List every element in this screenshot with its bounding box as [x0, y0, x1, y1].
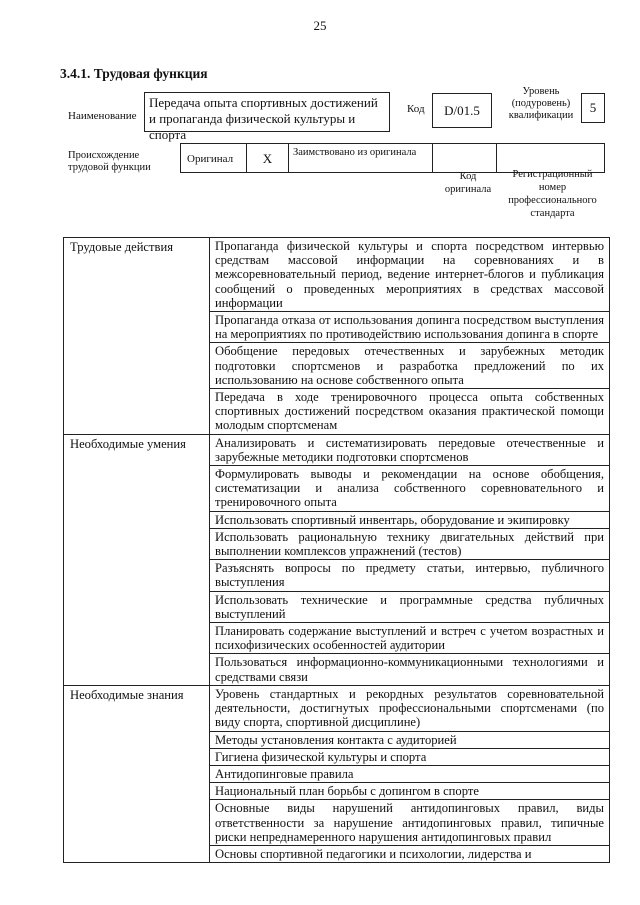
item-cell: Передача в ходе тренировочного процесса опыта собственных спортивных достижений посредством оказания практической помощи молодым спортсменам [210, 389, 610, 435]
table-row [64, 238, 610, 312]
item-cell: Пользоваться информационно-коммуникационными технологиями и средствами связи [210, 654, 610, 685]
item-cell: Пропаганда отказа от использования допинга посредством выступления на мероприятиях по противодействию использования допинга в спорте [210, 312, 610, 343]
item-cell: Обобщение передовых отечественных и зарубежных методик подготовки спортсменов и разработка предложений по их использованию на основе собственного опыта [210, 343, 610, 389]
category-cell: Трудовые действия [64, 238, 210, 435]
code-value: D/01.5 [432, 93, 492, 128]
original-code-caption: Код оригинала [444, 171, 492, 195]
item-cell: Пропаганда физической культуры и спорта посредством интервью средствам массовой информации на соревнованиях и в межсоревновательный период, ведение интернет-блогов и публикация сообщений о проведенных мероприятиях в средствах массовой информации [210, 238, 610, 312]
item-cell: Национальный план борьбы с допингом в спорте [210, 783, 610, 800]
item-cell: Антидопинговые правила [210, 765, 610, 782]
table-row [64, 434, 610, 465]
item-cell: Разъяснять вопросы по предмету статьи, интервью, публичного выступления [210, 560, 610, 591]
origin-label [68, 150, 168, 174]
item-cell: Методы установления контакта с аудиторией [210, 731, 610, 748]
original-label: Оригинал [181, 144, 247, 172]
function-name-value: Передача опыта спортивных достижений и пропаганда физической культуры и спорта [149, 95, 378, 142]
item-cell: Формулировать выводы и рекомендации на основе обобщения, систематизации и анализа собственного соревновательного и тренировочного опыта [210, 466, 610, 512]
level-value: 5 [581, 93, 605, 123]
origin-label-text: Происхождение трудовой функции [68, 150, 151, 173]
item-cell: Основные виды нарушений антидопинговых правил, виды ответственности за нарушение антидопинговых правил, типичные риски непреднамеренного нарушения антидопинговых правил [210, 800, 610, 846]
item-cell: Гигиена физической культуры и спорта [210, 748, 610, 765]
table-row [64, 685, 610, 731]
item-cell: Уровень стандартных и рекордных результатов соревновательной деятельности, достигнутых профессиональными спортсменами (по виду спорта, спортивной дисциплине) [210, 685, 610, 731]
item-cell: Использовать спортивный инвентарь, оборудование и экипировку [210, 511, 610, 528]
item-cell: Основы спортивной педагогики и психологии, лидерства и [210, 845, 610, 862]
original-mark: X [247, 144, 289, 172]
registration-number-caption: Регистрационный номер профессионального стандарта [508, 169, 597, 219]
section-title: 3.4.1. Трудовая функция [60, 66, 208, 81]
borrowed-label: Заимствовано из оригинала [289, 144, 433, 172]
name-label: Наименование [68, 110, 137, 122]
category-cell: Необходимые знания [64, 685, 210, 862]
code-label: Код [407, 103, 425, 115]
original-code-cell [433, 144, 497, 172]
category-cell: Необходимые умения [64, 434, 210, 685]
item-cell: Использовать технические и программные средства публичных выступлений [210, 591, 610, 622]
item-cell: Анализировать и систематизировать передовые отечественные и зарубежные методики подготовки спортсменов [210, 434, 610, 465]
function-table [63, 237, 610, 863]
page-number: 25 [313, 18, 327, 33]
function-name-box [144, 92, 390, 142]
item-cell: Планировать содержание выступлений и встреч с учетом возрастных и психофизических особенностей аудитории [210, 623, 610, 654]
level-label: Уровень (подуровень) квалификации [508, 86, 574, 121]
item-cell: Использовать рациональную технику двигательных действий при выполнении комплексов упражнений (тестов) [210, 528, 610, 559]
